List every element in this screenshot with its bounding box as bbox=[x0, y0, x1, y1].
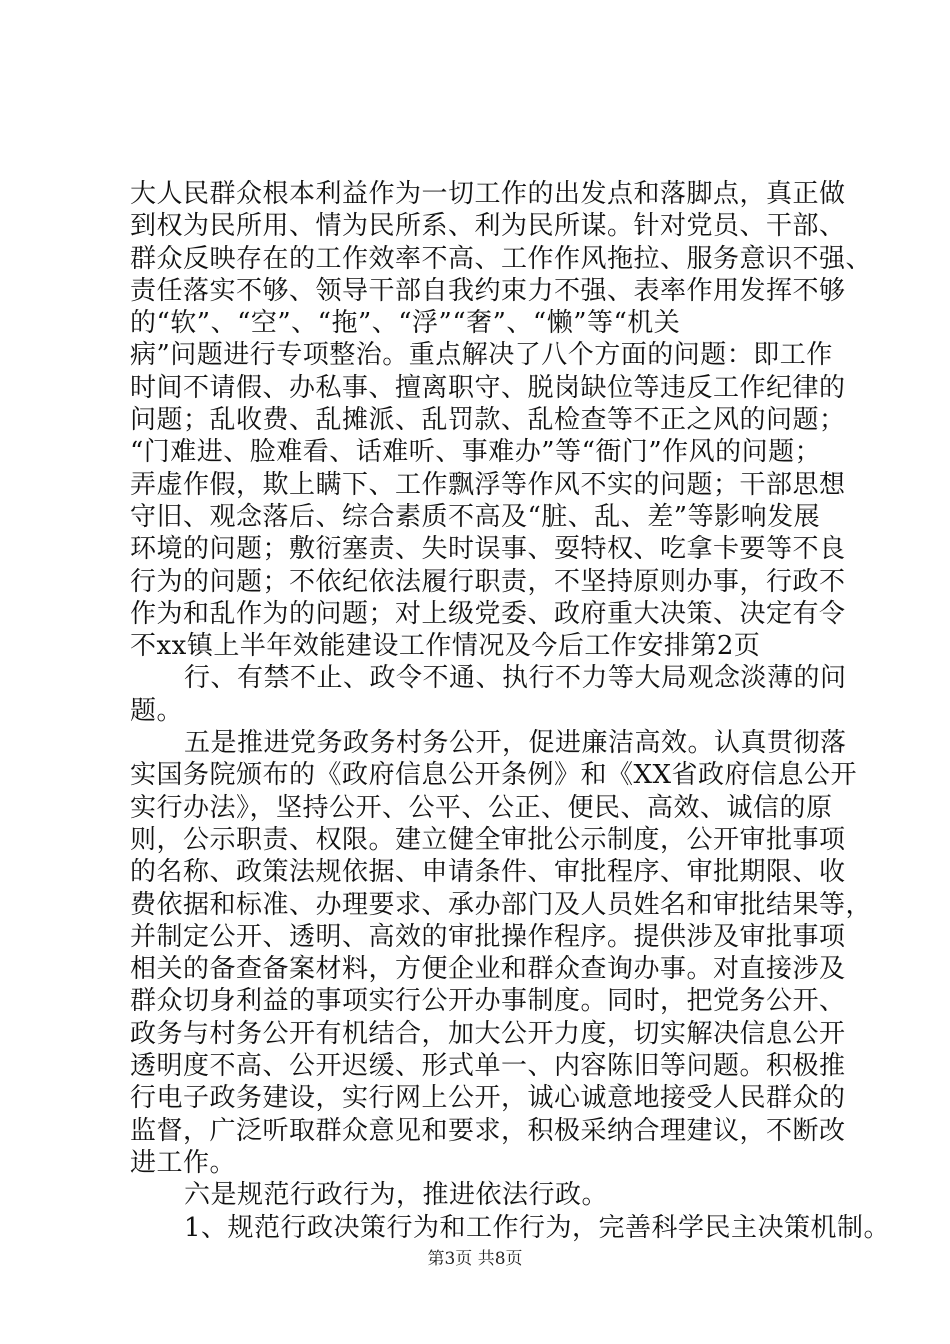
text-line: 实行办法》，坚持公开、公平、公正、便民、高效、诚信的原 bbox=[130, 792, 833, 823]
paragraph-start-line: 五是推进党务政务村务公开，促进廉洁高效。认真贯彻落 bbox=[184, 728, 847, 759]
text-line: 相关的备查备案材料，方便企业和群众查询办事。对直接涉及 bbox=[130, 954, 846, 985]
document-body bbox=[130, 178, 891, 1244]
page-footer: 第3页 共8页 bbox=[427, 1249, 523, 1269]
text-line: 则，公示职责、权限。建立健全审批公示制度，公开审批事项 bbox=[130, 824, 846, 855]
text-line: 行电子政务建设，实行网上公开，诚心诚意地接受人民群众的 bbox=[130, 1083, 846, 1114]
paragraph-start-line: 六是规范行政行为，推进依法行政。 bbox=[184, 1180, 609, 1211]
text-line: 的名称、政策法规依据、申请条件、审批程序、审批期限、收 bbox=[130, 857, 846, 888]
text-line: 群众反映存在的工作效率不高、工作作风拖拉、服务意识不强、 bbox=[130, 243, 873, 274]
text-line: 的“软”、“空”、“拖”、“浮”“奢”、“懒”等“机关 bbox=[130, 308, 681, 339]
text-line: 行为的问题；不依纪依法履行职责，不坚持原则办事，行政不 bbox=[130, 566, 846, 597]
text-line: 大人民群众根本利益作为一切工作的出发点和落脚点，真正做 bbox=[130, 179, 846, 209]
text-line: 到权为民所用、情为民所系、利为民所谋。针对党员、干部、 bbox=[130, 211, 846, 242]
text-line: 时间不请假、办私事、擅离职守、脱岗缺位等违反工作纪律的 bbox=[130, 372, 846, 403]
paragraph-start-line: 1、规范行政决策行为和工作行为，完善科学民主决策机制。 bbox=[184, 1212, 891, 1243]
text-line: 作为和乱作为的问题；对上级党委、政府重大决策、决定有令 bbox=[130, 598, 846, 629]
text-line: 监督，广泛听取群众意见和要求，积极采纳合理建议，不断改 bbox=[130, 1115, 846, 1146]
text-line: 费依据和标准、办理要求、承办部门及人员姓名和审批结果等， bbox=[130, 889, 873, 920]
text-line: 并制定公开、透明、高效的审批操作程序。提供涉及审批事项 bbox=[130, 921, 846, 952]
text-line: 环境的问题；敷衍塞责、失时误事、耍特权、吃拿卡要等不良 bbox=[130, 534, 846, 565]
text-line: 实国务院颁布的《政府信息公开条例》和《XX省政府信息公开 bbox=[130, 760, 858, 791]
text-line: 弄虚作假，欺上瞒下、工作飘浮等作风不实的问题；干部思想 bbox=[130, 469, 846, 500]
page-break-header-line: 不xx镇上半年效能建设工作情况及今后工作安排第2页 bbox=[130, 631, 761, 662]
text-line: 群众切身利益的事项实行公开办事制度。同时，把党务公开、 bbox=[130, 986, 846, 1017]
text-line: 责任落实不够、领导干部自我约束力不强、表率作用发挥不够 bbox=[130, 275, 846, 306]
text-line: “门难进、脸难看、话难听、事难办”等“衙门”作风的问题； bbox=[130, 437, 822, 468]
text-line: 题。 bbox=[130, 695, 184, 726]
text-line: 透明度不高、公开迟缓、形式单一、内容陈旧等问题。积极推 bbox=[130, 1051, 846, 1082]
text-line: 政务与村务公开有机结合，加大公开力度，切实解决信息公开 bbox=[130, 1018, 846, 1049]
text-line: 进工作。 bbox=[130, 1147, 237, 1178]
text-line: 问题；乱收费、乱摊派、乱罚款、乱检查等不正之风的问题； bbox=[130, 405, 846, 436]
text-line: 守旧、观念落后、综合素质不高及“脏、乱、差”等影响发展 bbox=[130, 501, 821, 532]
text-line: 行、有禁不止、政令不通、执行不力等大局观念淡薄的问 bbox=[184, 663, 847, 694]
text-line: 病”问题进行专项整治。重点解决了八个方面的问题：即工作 bbox=[130, 340, 833, 371]
